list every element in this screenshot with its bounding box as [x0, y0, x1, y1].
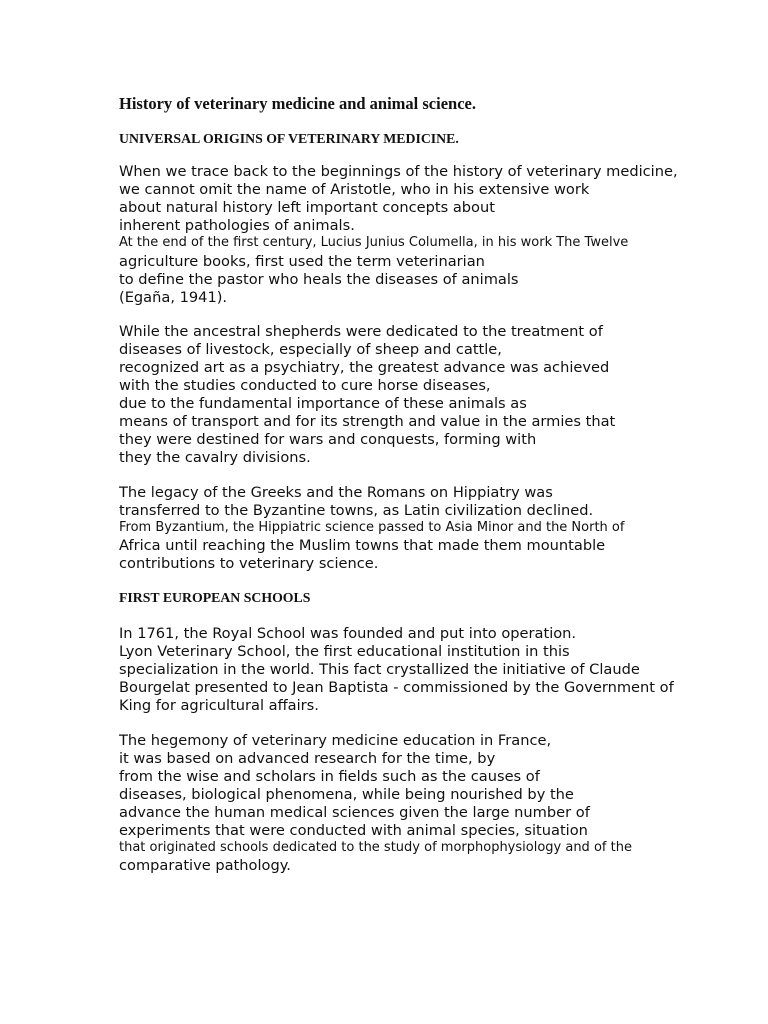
text-line: advance the human medical sciences given the large number of [119, 804, 590, 821]
text-line: The legacy of the Greeks and the Romans on Hippiatry was [119, 484, 553, 501]
text-line: to define the pastor who heals the diseases of animals [119, 271, 519, 288]
text-line: it was based on advanced research for the time, by [119, 750, 496, 767]
text-line: contributions to veterinary science. [119, 555, 379, 572]
text-line: Africa until reaching the Muslim towns that made them mountable [119, 537, 606, 554]
text-line: Bourgelat presented to Jean Baptista - commissioned by the Government of [119, 679, 674, 696]
text-line: Lyon Veterinary School, the first educational institution in this [119, 643, 570, 660]
text-line: recognized art as a psychiatry, the greatest advance was achieved [119, 359, 610, 376]
text-line: inherent pathologies of animals. [119, 217, 355, 234]
section-heading-origins: UNIVERSAL ORIGINS OF VETERINARY MEDICINE. [119, 131, 459, 146]
text-line: In 1761, the Royal School was founded and put into operation. [119, 625, 577, 642]
text-line: From Byzantium, the Hippiatric science passed to Asia Minor and the North of [119, 520, 625, 535]
text-line: with the studies conducted to cure horse diseases, [119, 377, 491, 394]
text-line: from the wise and scholars in fields such as the causes of [119, 768, 540, 785]
text-line: they were destined for wars and conquests, forming with [119, 431, 537, 448]
text-line: The hegemony of veterinary medicine education in France, [119, 732, 552, 749]
document-title: History of veterinary medicine and animal science. [119, 94, 476, 113]
text-line: specialization in the world. This fact crystallized the initiative of Claude [119, 661, 640, 678]
section-heading-european-schools: FIRST EUROPEAN SCHOOLS [119, 590, 311, 605]
text-line: When we trace back to the beginnings of the history of veterinary medicine, [119, 163, 678, 180]
text-line: While the ancestral shepherds were dedicated to the treatment of [119, 323, 603, 340]
text-line: means of transport and for its strength and value in the armies that [119, 413, 616, 430]
text-line: comparative pathology. [119, 857, 291, 874]
text-line: diseases, biological phenomena, while being nourished by the [119, 786, 574, 803]
text-line: diseases of livestock, especially of sheep and cattle, [119, 341, 502, 358]
text-line: due to the fundamental importance of these animals as [119, 395, 527, 412]
text-line: that originated schools dedicated to the study of morphophysiology and of the [119, 840, 632, 855]
text-line: At the end of the first century, Lucius Junius Columella, in his work The Twelve [119, 235, 629, 250]
text-line: King for agricultural affairs. [119, 697, 319, 714]
text-line: about natural history left important concepts about [119, 199, 495, 216]
text-line: they the cavalry divisions. [119, 449, 311, 466]
text-line: transferred to the Byzantine towns, as Latin civilization declined. [119, 502, 594, 519]
text-line: experiments that were conducted with animal species, situation [119, 822, 588, 839]
text-line: agriculture books, first used the term veterinarian [119, 253, 485, 270]
text-line: (Egaña, 1941). [119, 289, 228, 306]
text-line: we cannot omit the name of Aristotle, who in his extensive work [119, 181, 590, 198]
